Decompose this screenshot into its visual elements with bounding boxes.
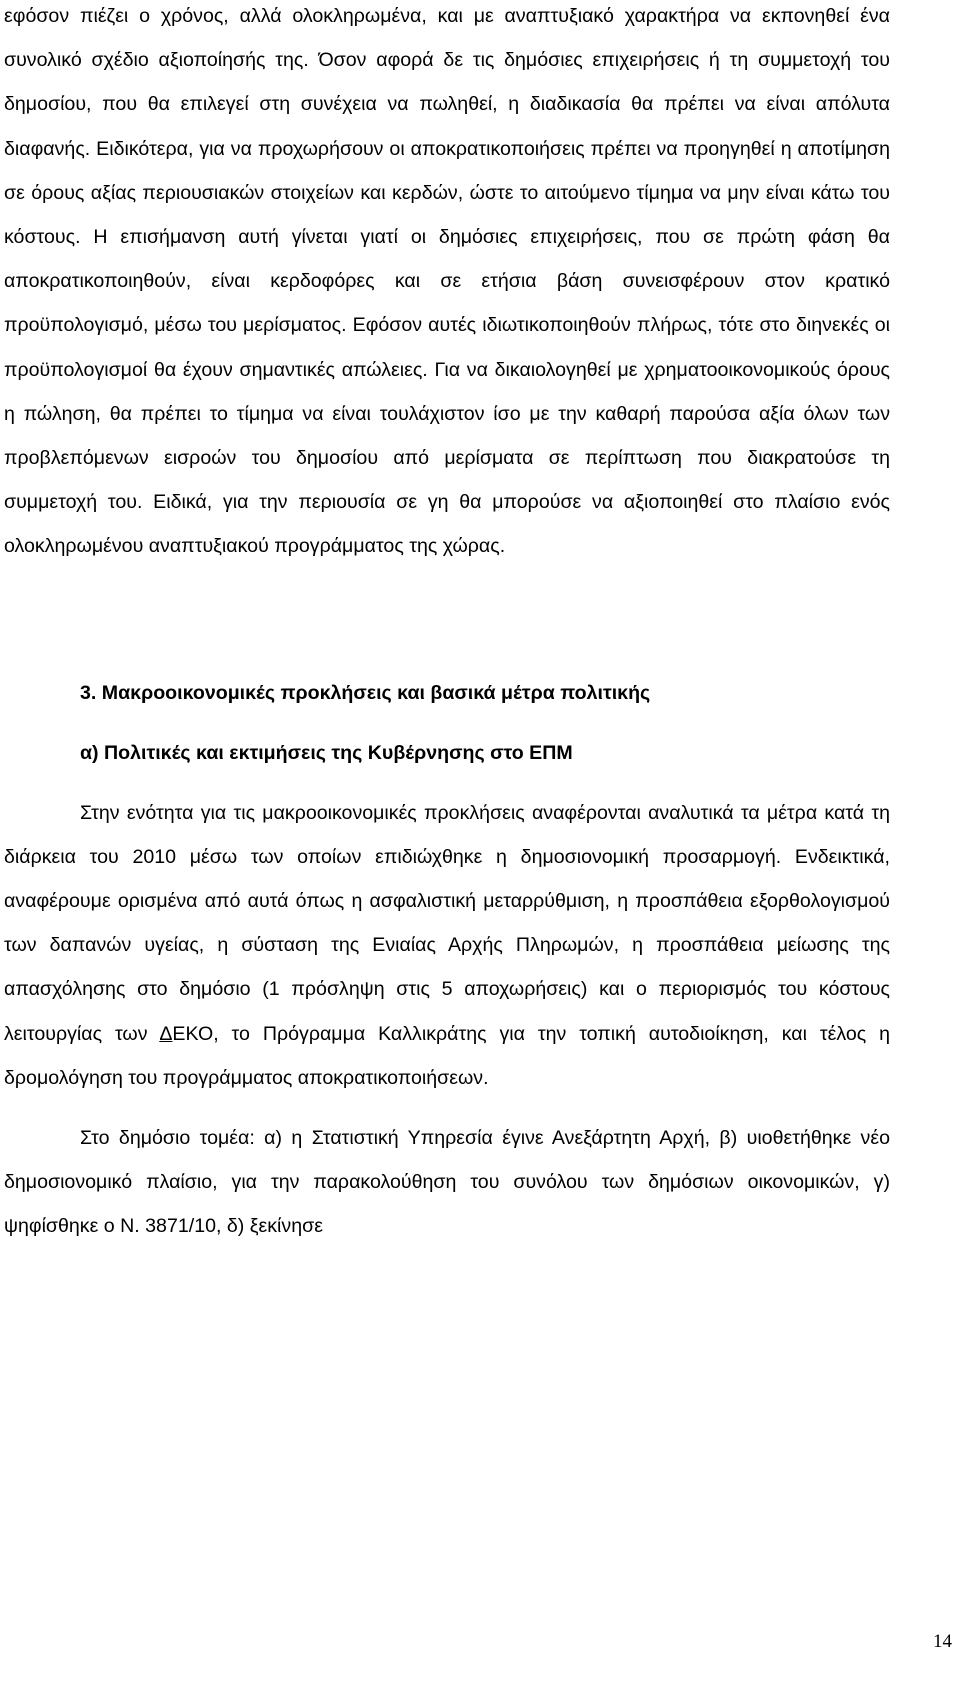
- body-paragraph: Στο δημόσιο τομέα: α) η Στατιστική Υπηρεσία έγινε Ανεξάρτητη Αρχή, β) υιοθετήθηκε νέο δημοσιονομικό πλαίσιο, για την παρακολούθηση του συνόλου των δημόσιων οικονομικών, γ) ψηφίσθηκε ο Ν. 3871/10, δ) ξεκίνησε: [4, 1127, 890, 1238]
- paragraph-text: Στην ενότητα για τις μακροοικονομικές προκλήσεις αναφέρονται αναλυτικά τα μέτρα κατά τη διάρκεια του 2010 μέσω των οποίων επιδιώχθηκε η δημοσιονομική προσαρμογή. Ενδεικτικά, αναφέρουμε ορισμένα από αυτά όπως η ασφαλιστική μεταρρύθμιση, η προσπάθεια εξορθολογισμού των δαπανών υγείας, η σύσταση της Ενιαίας Αρχής Πληρωμών, η προσπάθεια μείωσης της απασχόλησης στο δημόσιο (1 πρόσληψη στις 5 αποχωρήσεις) και ο περιορισμός του κόστους λειτουργίας των: [4, 801, 890, 1045]
- page-number: 14: [933, 1631, 952, 1652]
- paragraph-text: ΕΚΟ, το Πρόγραμμα Καλλικράτης για την τοπική αυτοδιοίκηση, και τέλος η δρομολόγηση του προγράμματος αποκρατικοποιήσεων.: [4, 1022, 890, 1089]
- body-paragraph: [4, 791, 890, 1100]
- body-paragraph: εφόσον πιέζει ο χρόνος, αλλά ολοκληρωμένα, και με αναπτυξιακό χαρακτήρα να εκπονηθεί ένα συνολικό σχέδιο αξιοποίησής της. Όσον αφορά δε τις δημόσιες επιχειρήσεις ή τη συμμετοχή του δημοσίου, που θα επιλεγεί στη συνέχεια να πωληθεί, η διαδικασία θα πρέπει να είναι απόλυτα διαφανής. Ειδικότερα, για να προχωρήσουν οι αποκρατικοποιήσεις πρέπει να προηγηθεί η αποτίμηση σε όρους αξίας περιουσιακών στοιχείων και κερδών, ώστε το αιτούμενο τίμημα να μην είναι κάτω του κόστους. Η επισήμανση αυτή γίνεται γιατί οι δημόσιες επιχειρήσεις, που σε πρώτη φάση θα αποκρατικοποιηθούν, είναι κερδοφόρες και σε ετήσια βάση συνεισφέρουν στον κρατικό προϋπολογισμό, μέσω του μερίσματος. Εφόσον αυτές ιδιωτικοποιηθούν πλήρως, τότε στο διηνεκές οι προϋπολογισμοί θα έχουν σημαντικές απώλειες. Για να δικαιολογηθεί με χρηματοοικονομικούς όρους η πώληση, θα πρέπει το τίμημα να είναι τουλάχιστον ίσο με την καθαρή παρούσα αξία όλων των προβλεπόμενων εισροών του δημοσίου από μερίσματα σε περίπτωση που διακρατούσε τη συμμετοχή του. Ειδικά, για την περιουσία σε γη θα μπορούσε να αξιοποιηθεί στο πλαίσιο ενός ολοκληρωμένου αναπτυξιακού προγράμματος της χώρας.: [4, 5, 890, 558]
- subsection-heading: α) Πολιτικές και εκτιμήσεις της Κυβέρνησης στο ΕΠΜ: [80, 741, 573, 764]
- document-page: [4, 0, 890, 1249]
- underlined-letter: Δ: [159, 1022, 173, 1045]
- section-heading: 3. Μακροοικονομικές προκλήσεις και βασικά μέτρα πολιτικής: [80, 681, 651, 704]
